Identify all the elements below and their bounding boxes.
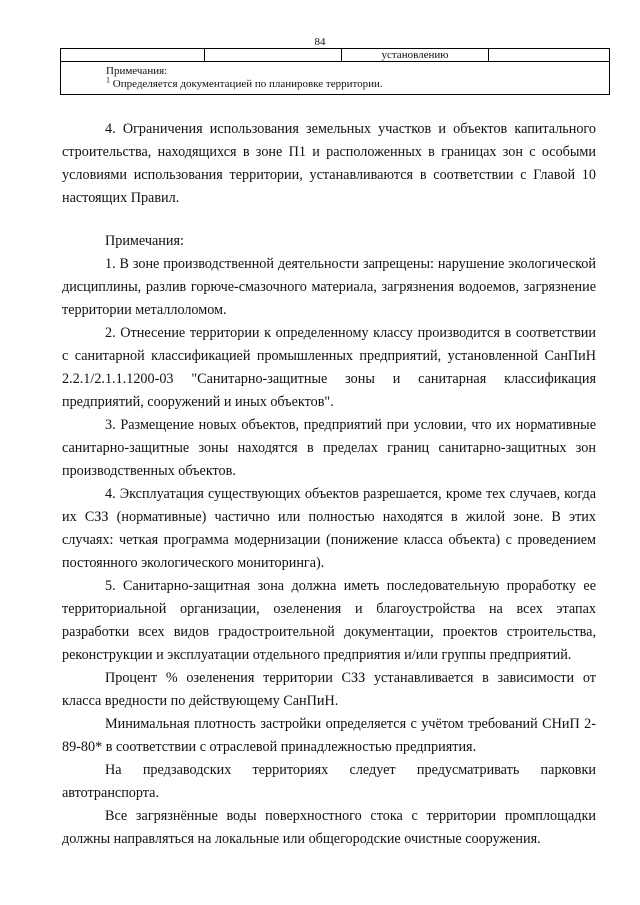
table-footnote <box>106 75 603 91</box>
note-paragraph: Процент % озеленения территории СЗЗ устанавливается в зависимости от класса вредности по действующему СанПиН. <box>62 670 596 709</box>
table-cell-empty <box>489 49 610 62</box>
note-paragraph: 3. Размещение новых объектов, предприятий при условии, что их нормативные санитарно-защитные зоны находятся в пределах границ санитарно-защитных зон производственных объектов. <box>62 417 596 479</box>
table-cell-empty <box>61 49 205 62</box>
footnote-text: Определяется документацией по планировке территории. <box>110 78 383 90</box>
notes-heading: Примечания: <box>105 233 184 249</box>
table-cell-empty <box>205 49 342 62</box>
note-paragraph: На предзаводских территориях следует предусматривать парковки автотранспорта. <box>62 762 596 801</box>
notes-list <box>62 253 596 851</box>
note-paragraph: Минимальная плотность застройки определяется с учётом требований СНиП 2-89-80* в соответствии с отраслевой принадлежностью предприятия. <box>62 716 596 755</box>
table-notes-cell <box>61 62 610 95</box>
table-notes-title: Примечания: <box>106 65 168 77</box>
footnote-mark: 1 <box>106 75 110 85</box>
paragraph-text: 4. Ограничения использования земельных участков и объектов капитального строительства, находящихся в зоне П1 и расположенных в границах зон с особыми условиями использования территории, устанавливаются в соответствии с Главой 10 настоящих Правил. <box>62 121 596 206</box>
note-paragraph: 5. Санитарно-защитная зона должна иметь последовательную проработку ее территориальной организации, озеленения и благоустройства на всех этапах разработки всех видов градостроительной документации, проектов строительства, реконструкции и эксплуатации отдельного предприятия и/или группы предприятий. <box>62 578 596 663</box>
table-cell-status: установлению <box>342 49 489 62</box>
note-paragraph: 2. Отнесение территории к определенному классу производится в соответствии с санитарной классификацией промышленных предприятий, установленной СанПиН 2.2.1/2.1.1.1200-03 "Санитарно-защитные зоны и санитарная классификация предприятий, сооружений и иных объектов". <box>62 325 596 410</box>
regulations-table-fragment <box>60 48 610 95</box>
page-number: 84 <box>314 36 326 48</box>
note-paragraph: 1. В зоне производственной деятельности запрещены: нарушение экологической дисциплины, разлив горюче-смазочного материала, загрязнения водоемов, загрязнение территории металлоломом. <box>62 256 596 318</box>
note-paragraph: Все загрязнённые воды поверхностного стока с территории промплощадки должны направляться на локальные или общегородские очистные сооружения. <box>62 808 596 847</box>
table-row <box>61 49 610 62</box>
table-notes-row <box>61 62 610 95</box>
paragraph-restrictions <box>62 118 596 210</box>
note-paragraph: 4. Эксплуатация существующих объектов разрешается, кроме тех случаев, когда их СЗЗ (нормативные) частично или полностью находятся в жилой зоне. В этих случаях: четкая программа модернизации (понижение класса объекта) с проведением постоянного экологического мониторинга). <box>62 486 596 571</box>
